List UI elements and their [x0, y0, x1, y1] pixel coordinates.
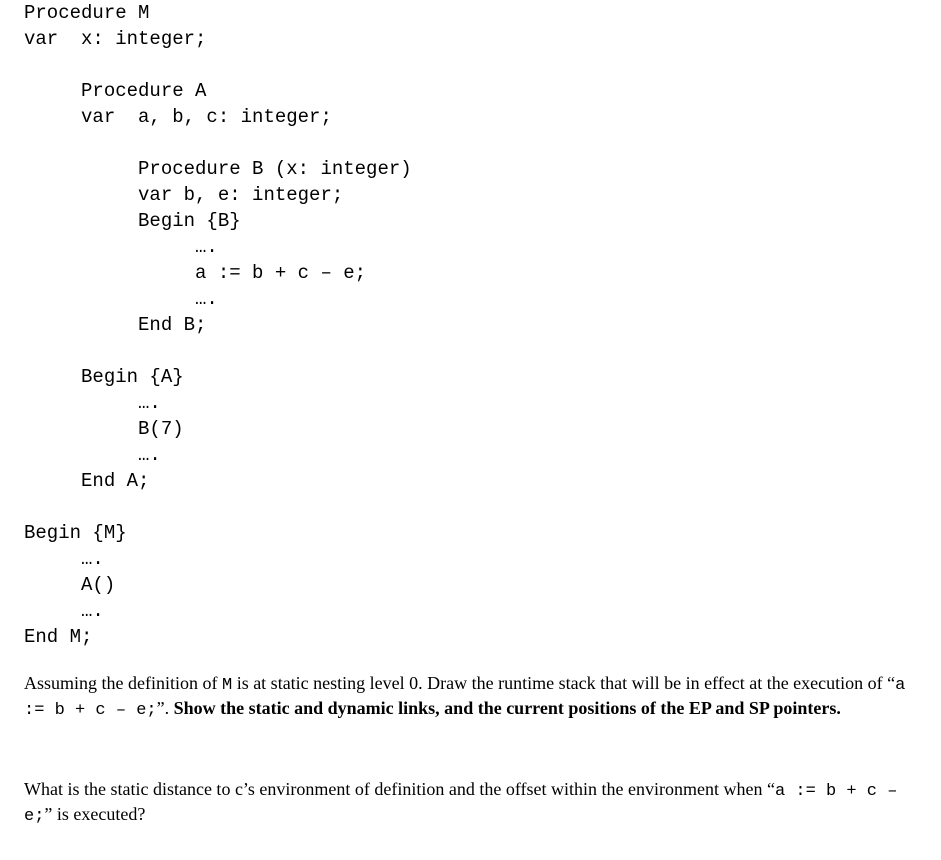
- code-line: var x: integer;: [24, 28, 207, 50]
- question-1: [24, 672, 929, 722]
- inline-code-M: M: [221, 676, 233, 695]
- code-line: Procedure M: [24, 2, 150, 24]
- code-line: End B;: [24, 314, 207, 336]
- code-line: [24, 52, 412, 78]
- question-2: [24, 778, 929, 828]
- code-line: End A;: [24, 470, 150, 492]
- question-1-text: ”.: [156, 698, 174, 718]
- code-line: Procedure A: [24, 80, 207, 102]
- code-line: ….: [24, 392, 161, 414]
- question-2-text: ” is executed?: [44, 804, 146, 824]
- code-line: Begin {A}: [24, 366, 184, 388]
- code-line: ….: [24, 444, 161, 466]
- code-line: var b, e: integer;: [24, 184, 344, 206]
- code-line: [24, 494, 412, 520]
- code-line: ….: [24, 236, 218, 258]
- code-listing: [24, 0, 412, 650]
- code-line: A(): [24, 574, 116, 596]
- code-line: ….: [24, 288, 218, 310]
- code-line: ….: [24, 548, 104, 570]
- code-line: var a, b, c: integer;: [24, 106, 332, 128]
- code-line: End M;: [24, 626, 93, 648]
- code-line: ….: [24, 600, 104, 622]
- inline-code-statement: a := b + c – e;: [24, 676, 906, 720]
- question-2-text: What is the static distance to c’s environment of definition and the offset within the environment when “: [24, 779, 775, 799]
- question-1-text: Assuming the definition of: [24, 673, 222, 693]
- question-1-text: is at static nesting level 0. Draw the runtime stack that will be in effect at the execution of “: [232, 673, 896, 693]
- code-line: [24, 338, 412, 364]
- code-line: [24, 130, 412, 156]
- code-line: Procedure B (x: integer): [24, 158, 412, 180]
- inline-code-statement: a := b + c – e;: [24, 782, 898, 826]
- question-1-emphasis: Show the static and dynamic links, and the current positions of the EP and SP pointers.: [173, 698, 841, 718]
- code-line: a := b + c – e;: [24, 262, 367, 284]
- code-line: Begin {M}: [24, 522, 127, 544]
- code-line: Begin {B}: [24, 210, 241, 232]
- code-line: B(7): [24, 418, 184, 440]
